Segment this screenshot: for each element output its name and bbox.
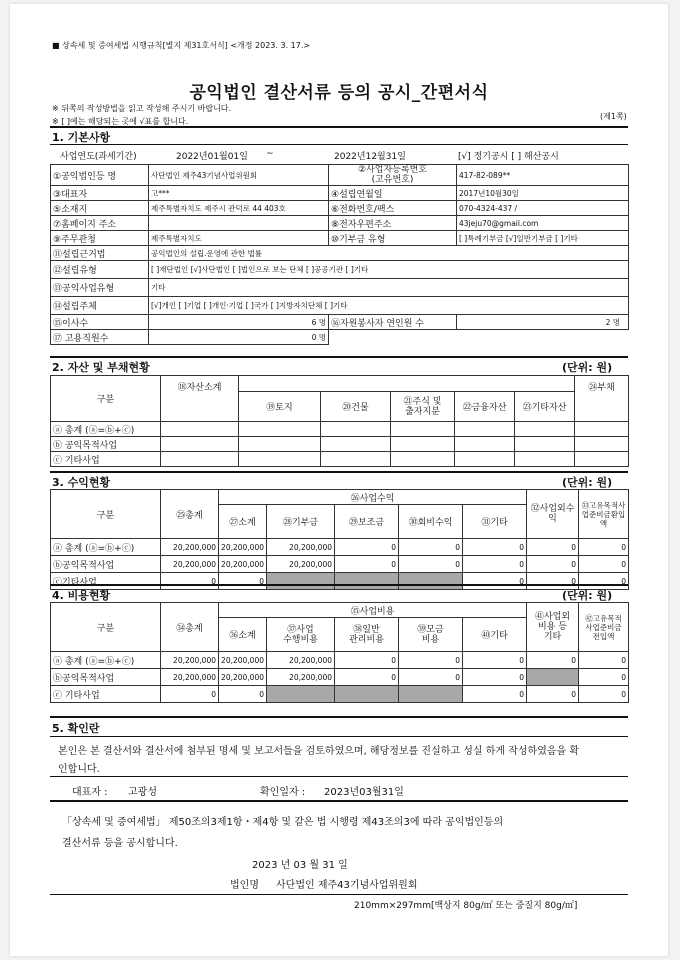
assets-table	[50, 375, 629, 467]
label-founder: ⑭설립주체	[51, 297, 149, 315]
expense-cell: 20,200,000	[267, 669, 335, 686]
value-founding-type: [ ]재단법인 [√]사단법인 [ ]법인으로 보는 단체 [ ]공공기관 [ ]기타	[149, 261, 629, 279]
income-cell: 20,200,000	[161, 539, 219, 556]
section-divider	[50, 894, 628, 895]
expense-cell: 0	[399, 669, 463, 686]
expense-cell: 0	[335, 652, 399, 669]
label-donation-type: ⑩기부금 유형	[329, 231, 457, 246]
income-cell: 0	[335, 539, 399, 556]
value-authority: 제주특별자치도	[149, 231, 329, 246]
income-col-category: 구분	[51, 490, 161, 539]
assets-col-debt: ㉔부채	[575, 376, 629, 422]
income-cell: 0	[161, 573, 219, 590]
income-row-public: ⓑ공익목적사업	[51, 556, 161, 573]
section-assets-title: 2. 자산 및 부채현황	[52, 361, 150, 374]
expense-cell: 20,200,000	[161, 652, 219, 669]
value-homepage	[149, 216, 329, 231]
income-cell: 20,200,000	[267, 556, 335, 573]
income-col-donation: ㉘기부금	[267, 505, 335, 539]
income-cell: 0	[527, 573, 579, 590]
value-founder: [√]개인 [ ]기업 [ ]개인·기업 [ ]국가 [ ]지방자치단체 [ ]기타	[149, 297, 629, 315]
disclosure-type: [√] 정기공시 [ ] 해산공시	[458, 152, 559, 162]
value-volunteers: 2 명	[457, 315, 629, 330]
section-expense-title: 4. 비용현황	[52, 589, 111, 602]
income-cell: 0	[399, 539, 463, 556]
label-employees: ⑰ 고용직원수	[51, 330, 149, 345]
expense-cell-disabled	[335, 686, 399, 703]
expense-cell: 0	[579, 669, 629, 686]
income-cell-disabled	[335, 573, 399, 590]
expense-cell: 20,200,000	[161, 669, 219, 686]
income-row-total: ⓐ 총계 (ⓐ=ⓑ+ⓒ)	[51, 539, 161, 556]
law-statement-line1: 「상속세 및 증여세법」 제50조의3제1항・제4항 및 같은 법 시행령 제43조의3에 따라 공익법인등의	[62, 817, 504, 828]
expense-cell: 20,200,000	[219, 669, 267, 686]
label-phone-fax: ⑥전화번호/팩스	[329, 201, 457, 216]
assets-col-stock: ㉑주식 및 출자지분	[391, 392, 455, 422]
expense-cell: 0	[399, 652, 463, 669]
value-directors: 6 명	[149, 315, 329, 330]
value-biz-category: 기타	[149, 279, 629, 297]
assets-col-land: ⑲토지	[239, 392, 321, 422]
expense-cell: 0	[579, 652, 629, 669]
section-income-title: 3. 수익현황	[52, 476, 111, 489]
income-cell: 0	[527, 556, 579, 573]
label-founding-type: ⑫설립유형	[51, 261, 149, 279]
label-authority: ⑨주무관청	[51, 231, 149, 246]
value-email: 43jeju70@gmail.com	[457, 216, 629, 231]
income-cell: 0	[463, 573, 527, 590]
rep-label: 대표자 :	[72, 787, 108, 798]
value-founded-date: 2017년10월30일	[457, 186, 629, 201]
section-divider	[50, 126, 628, 128]
income-col-sub: ㉗소계	[219, 505, 267, 539]
income-cell: 0	[399, 556, 463, 573]
label-representative: ③대표자	[51, 186, 149, 201]
confirm-date-label: 확인일자 :	[260, 787, 306, 798]
value-biz-number: 417-82-089**	[457, 165, 629, 186]
expense-row-total: ⓐ 총계 (ⓐ=ⓑ+ⓒ)	[51, 652, 161, 669]
income-unit: (단위: 원)	[562, 476, 613, 489]
confirm-statement-line2: 인합니다.	[58, 764, 100, 775]
income-col-total: ㉕총계	[161, 490, 219, 539]
expense-cell: 0	[463, 686, 527, 703]
income-cell: 0	[219, 573, 267, 590]
period-end: 2022년12월31일	[334, 152, 406, 162]
income-cell: 0	[463, 539, 527, 556]
expense-col-total: ㉞총계	[161, 603, 219, 652]
income-cell: 20,200,000	[219, 556, 267, 573]
label-biz-number: ②사업자등록번호 (고유번호)	[329, 165, 457, 186]
section-divider	[50, 736, 628, 737]
income-cell: 0	[579, 556, 629, 573]
assets-row-public: ⓑ 공익목적사업	[51, 437, 161, 452]
section-divider	[50, 144, 628, 145]
expense-col-category: 구분	[51, 603, 161, 652]
expense-cell: 20,200,000	[219, 652, 267, 669]
expense-cell: 0	[527, 652, 579, 669]
expense-col-admin: ㊳일반 관리비용	[335, 618, 399, 652]
income-col-fee: ㉚회비수익	[399, 505, 463, 539]
value-donation-type: [ ]특례기부금 [√]일반기부금 [ ]기타	[457, 231, 629, 246]
assets-col-financial: ㉒금융자산	[455, 392, 515, 422]
expense-cell: 0	[527, 686, 579, 703]
income-cell: 0	[579, 539, 629, 556]
income-row-other: ⓒ기타사업	[51, 573, 161, 590]
page-number: (제1쪽)	[600, 112, 627, 121]
label-founded-date: ④설립연월일	[329, 186, 457, 201]
expense-col-fund: ㊴모금 비용	[399, 618, 463, 652]
expense-cell: 0	[219, 686, 267, 703]
expense-cell: 0	[463, 652, 527, 669]
income-cell: 20,200,000	[267, 539, 335, 556]
assets-col-category: 구분	[51, 376, 161, 422]
income-cell: 20,200,000	[219, 539, 267, 556]
assets-row-total: ⓐ 총계 (ⓐ=ⓑ+ⓒ)	[51, 422, 161, 437]
expense-unit: (단위: 원)	[562, 589, 613, 602]
period-start: 2022년01월01일	[176, 152, 248, 162]
label-volunteers: ⑯자원봉사자 연인원 수	[329, 315, 457, 330]
corp-name-value: 사단법인 제주43기념사업위원회	[276, 880, 418, 891]
value-employees: 0 명	[149, 330, 329, 345]
expense-cell-disabled	[527, 669, 579, 686]
expense-row-other: ⓒ 기타사업	[51, 686, 161, 703]
section-divider	[50, 471, 628, 473]
paper-spec: 210mm×297mm[백상지 80g/㎡ 또는 중질지 80g/㎡]	[354, 901, 578, 911]
assets-col-total: ⑱자산소계	[161, 376, 239, 422]
label-basis-law: ⑪설립근거법	[51, 246, 149, 261]
assets-unit: (단위: 원)	[562, 361, 613, 374]
income-cell: 0	[463, 556, 527, 573]
income-cell: 0	[527, 539, 579, 556]
income-cell-disabled	[267, 573, 335, 590]
expense-col-nonbiz: ㊶사업외 비용 등 기타	[527, 603, 579, 652]
expense-col-reserve: ㊷고유목적 사업준비금 전입액	[579, 603, 629, 652]
basic-info-table	[50, 164, 629, 345]
income-cell: 20,200,000	[161, 556, 219, 573]
expense-cell: 20,200,000	[267, 652, 335, 669]
rep-value: 고광성	[128, 787, 157, 798]
label-corp-name: ①공익법인등 명	[51, 165, 149, 186]
income-cell: 0	[579, 573, 629, 590]
expense-cell: 0	[579, 686, 629, 703]
confirm-date-value: 2023년03월31일	[324, 787, 404, 798]
section-divider	[50, 776, 628, 777]
section-basic-title: 1. 기본사항	[52, 131, 111, 144]
label-email: ⑧전자우편주소	[329, 216, 457, 231]
note-checkbox: ※ [ ]에는 해당되는 곳에 √표를 합니다.	[52, 117, 189, 126]
income-cell-disabled	[399, 573, 463, 590]
expense-row-public: ⓑ공익목적사업	[51, 669, 161, 686]
period-label: 사업연도(과세기간)	[60, 152, 137, 162]
label-homepage: ⑦홈페이지 주소	[51, 216, 149, 231]
expense-cell: 0	[463, 669, 527, 686]
disclosure-date: 2023 년 03 월 31 일	[252, 860, 348, 871]
income-group-biz: ㉖사업수익	[219, 490, 527, 505]
section-confirm-title: 5. 확인란	[52, 722, 100, 735]
value-corp-name: 사단법인 제주43기념사업위원회	[149, 165, 329, 186]
income-col-reserve: ㉝고유목적사업준비금환입액	[579, 490, 629, 539]
expense-cell-disabled	[399, 686, 463, 703]
value-address: 제주특별자치도 제주시 관덕로 44 403호	[149, 201, 329, 216]
confirm-statement-line1: 본인은 본 결산서와 결산서에 첨부된 명세 및 보고서들을 검토하였으며, 해당정보를 진실하고 성실 하게 작성하였음을 확	[58, 746, 580, 757]
section-divider	[50, 356, 628, 358]
expense-col-biz: ㊲사업 수행비용	[267, 618, 335, 652]
value-basis-law: 공익법인의 설립.운영에 관한 법률	[149, 246, 629, 261]
expense-group-biz: ㉟사업비용	[219, 603, 527, 618]
expense-cell: 0	[335, 669, 399, 686]
section-divider	[50, 716, 628, 718]
section-divider	[50, 584, 628, 586]
label-directors: ⑮이사수	[51, 315, 149, 330]
assets-col-other: ㉓기타자산	[515, 392, 575, 422]
corp-name-label: 법인명	[230, 880, 259, 891]
expense-col-sub: ㊱소계	[219, 618, 267, 652]
income-col-nonbiz: ㉜사업외수익	[527, 490, 579, 539]
assets-row-other: ⓒ 기타사업	[51, 452, 161, 467]
form-reference: ■ 상속세 및 증여세법 시행규칙[별지 제31호서식] <개정 2023. 3. 17.>	[52, 41, 311, 50]
expense-col-other: ㊵기타	[463, 618, 527, 652]
value-representative: 고***	[149, 186, 329, 201]
income-cell: 0	[335, 556, 399, 573]
period-tilde: ~	[266, 149, 274, 159]
expense-cell: 0	[161, 686, 219, 703]
law-statement-line2: 결산서류 등을 공시합니다.	[62, 838, 178, 849]
note-instructions: ※ 뒤쪽의 작성방법을 읽고 작성해 주시기 바랍니다.	[52, 104, 232, 113]
income-col-other: ㉛기타	[463, 505, 527, 539]
label-biz-category: ⑬공익사업유형	[51, 279, 149, 297]
form-paper	[10, 4, 668, 956]
section-divider	[50, 800, 628, 802]
page-title: 공익법인 결산서류 등의 공시_간편서식	[189, 83, 489, 103]
expense-table	[50, 602, 629, 703]
label-address: ⑤소재지	[51, 201, 149, 216]
expense-cell-disabled	[267, 686, 335, 703]
assets-col-building: ⑳건물	[321, 392, 391, 422]
income-table	[50, 489, 629, 590]
value-phone-fax: 070-4324-437 /	[457, 201, 629, 216]
income-col-subsidy: ㉙보조금	[335, 505, 399, 539]
